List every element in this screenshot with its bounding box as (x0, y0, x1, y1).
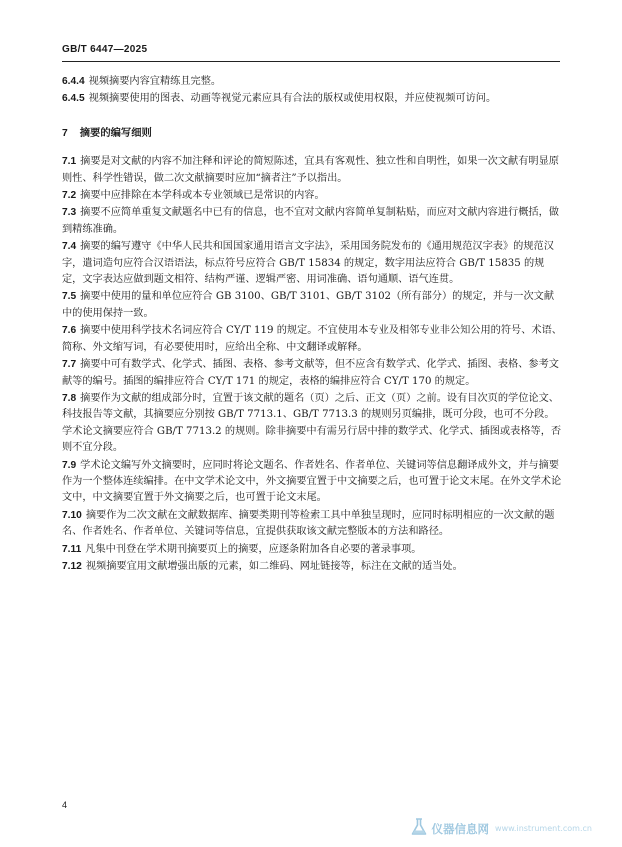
clause-number: 7.5 (62, 291, 77, 303)
clause-7-12 (62, 559, 562, 575)
clause-text: 摘要作为文献的组成部分时，宜置于该文献的题名（页）之后、正文（页）之前。设有目次页的学位论文、科技报告等文献，其摘要应分别按 GB/T 7713.1、GB/T 7713.3 的规则另页编排，既可分段，也可不分段。学术论文摘要应符合 GB/T 7713.2 的规则。除非摘要中有需另行居中排的数学式、化学式、插图或表格等，否则不宜分段。 (62, 392, 562, 454)
clause-number: 7.11 (62, 543, 82, 555)
clause-text: 学术论文编写外文摘要时，应同时将论文题名、作者姓名、作者单位、关键词等信息翻译成外文，并与摘要作为一个整体连续编排。在中文学术论文中，外文摘要宜置于中文摘要之后，也可置于论文末尾。在外文学术论文中，中文摘要宜置于外文摘要之后，也可置于论文末尾。 (62, 459, 562, 504)
clause-text: 凡集中刊登在学术期刊摘要页上的摘要，应逐条附加各自必要的著录事项。 (85, 543, 422, 555)
clause-text: 摘要中使用的量和单位应符合 GB 3100、GB/T 3101、GB/T 3102（所有部分）的规定，并与一次文献中的使用保持一致。 (62, 291, 555, 319)
clause-number: 7.3 (62, 207, 77, 219)
clause-number: 7.4 (62, 241, 77, 253)
clause-number: 7.1 (62, 156, 77, 168)
clause-text: 摘要不应简单重复文献题名中已有的信息，也不宜对文献内容简单复制粘贴，而应对文献内容进行概括，做到精练准确。 (62, 207, 559, 235)
clause-number: 7.12 (62, 560, 82, 572)
clause-7-4 (62, 239, 562, 288)
clause-number: 7.6 (62, 325, 77, 337)
clause-text: 摘要的编写遵守《中华人民共和国国家通用语言文字法》，采用国务院发布的《通用规范汉字表》的规范汉字，遣词造句应符合汉语语法，标点符号应符合 GB/T 15834 的规定，数字用法应符合 GB/T 15835 的规定，文字表达应做到题文相符、结构严谨、逻辑严密、用词准确、语句通顺、语气连贯。 (62, 241, 554, 286)
clause-text: 摘要作为二次文献在文献数据库、摘要类期刊等检索工具中单独呈现时，应同时标明相应的一次文献的题名、作者姓名、作者单位、关键词等信息，宜提供获取该文献完整版本的方法和路径。 (62, 509, 555, 538)
clause-7-9 (62, 458, 562, 507)
clause-number: 6.4.4 (62, 76, 85, 87)
clause-text: 摘要中应排除在本学科或本专业领域已是常识的内容。 (80, 190, 325, 202)
clause-number: 7.2 (62, 190, 77, 202)
watermark-url: www.instrument.com.cn (495, 824, 592, 833)
page-number: 4 (62, 800, 68, 810)
clause-7-8 (62, 391, 562, 457)
clause-number: 7.8 (62, 392, 77, 404)
section-number: 7 (62, 127, 68, 139)
clause-text: 摘要是对文献的内容不加注释和评论的简短陈述，宜具有客观性、独立性和自明性，如果一次文献有明显原则性、科学性错误，做二次文献摘要时应加“摘者注”予以指出。 (62, 156, 559, 184)
section-heading-7 (62, 125, 562, 142)
clause-text: 视频摘要内容宜精练且完整。 (88, 76, 222, 87)
clause-7-11 (62, 542, 562, 558)
clause-7-3 (62, 205, 562, 238)
clause-7-7 (62, 357, 562, 390)
clause-6-4-5 (62, 91, 562, 107)
flask-logo-icon (410, 818, 428, 839)
clause-7-5 (62, 289, 562, 322)
watermark (410, 818, 592, 839)
clause-number: 6.4.5 (62, 93, 85, 105)
clause-7-2 (62, 188, 562, 204)
clause-text: 摘要中可有数学式、化学式、插图、表格、参考文献等，但不应含有数学式、化学式、插图、表格、参考文献等的编号。插图的编排应符合 CY/T 171 的规定，表格的编排应符合 CY/T 170 的规定。 (62, 359, 559, 387)
document-body (62, 74, 562, 576)
clause-6-4-4 (62, 74, 562, 90)
clause-number: 7.10 (62, 509, 82, 521)
clause-7-1 (62, 154, 562, 187)
clause-text: 视频摘要使用的图表、动画等视觉元素应具有合法的版权或使用权限，并应使视频可访问。 (88, 93, 497, 105)
clause-text: 摘要中使用科学技术名词应符合 CY/T 119 的规定。不宜使用本专业及相邻专业非公知公用的符号、术语、简称、外文缩写词，有必要使用时，应给出全称、中文翻译或解释。 (62, 325, 562, 353)
section-title: 摘要的编写细则 (79, 126, 152, 139)
watermark-text: 仪器信息网 (431, 821, 490, 836)
clause-7-10 (62, 508, 562, 541)
header-rule (62, 61, 560, 62)
clause-7-6 (62, 323, 562, 356)
clause-number: 7.9 (62, 459, 77, 471)
clause-text: 视频摘要宜用文献增强出版的元素，如二维码、网址链接等，标注在文献的适当处。 (85, 560, 463, 572)
standard-code-header: GB/T 6447—2025 (62, 44, 148, 55)
clause-number: 7.7 (62, 359, 77, 371)
